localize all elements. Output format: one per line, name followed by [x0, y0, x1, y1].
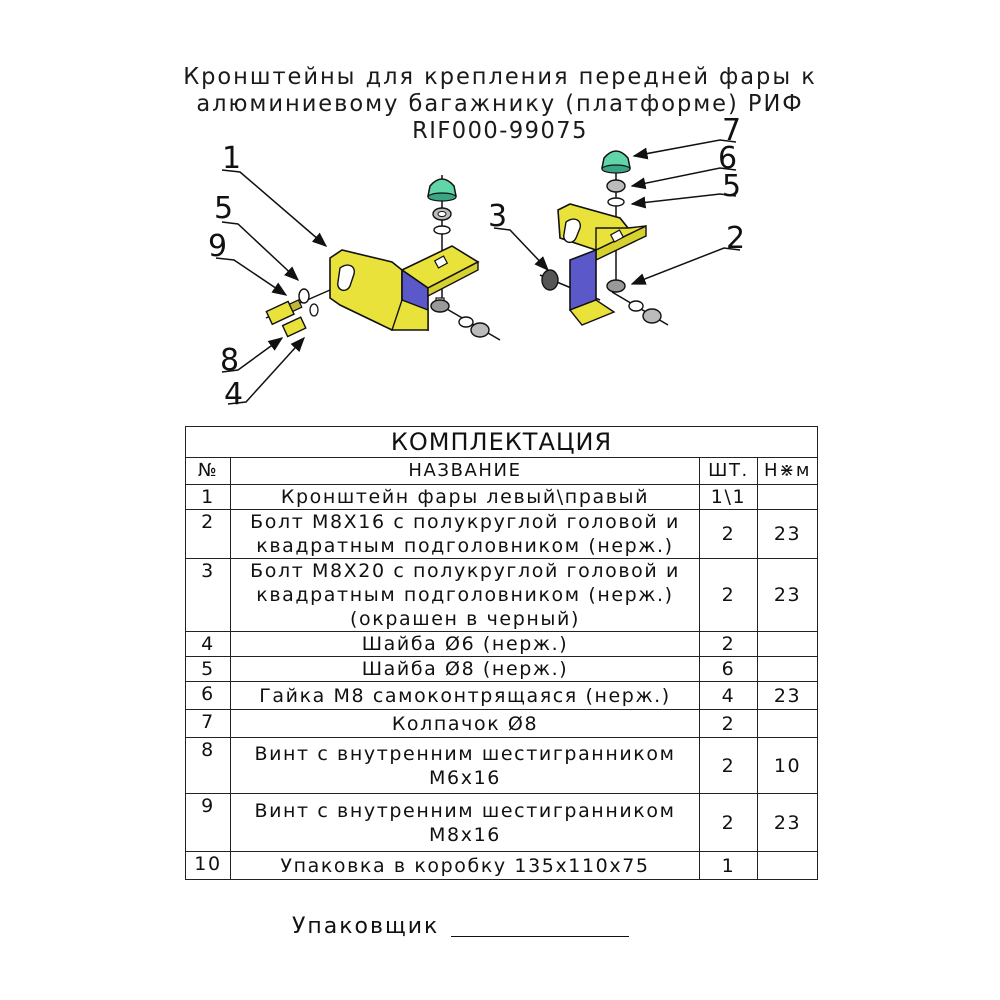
- row-num: 7: [186, 710, 231, 738]
- leader-lines: [216, 140, 740, 404]
- callout-5-left: 5: [214, 191, 234, 226]
- row-name-line: Болт М8Х20 с полукруглой головой и: [250, 560, 680, 582]
- row-qty: 2: [700, 710, 758, 738]
- row-name: [231, 510, 700, 559]
- row-num: 4: [186, 632, 231, 657]
- table-row: [186, 510, 818, 559]
- row-num: 1: [186, 485, 231, 510]
- row-qty: 6: [700, 657, 758, 682]
- exploded-assembly-drawing: [0, 0, 1000, 420]
- row-name-line: Винт с внутренним шестигранником: [254, 742, 676, 765]
- row-torque: [758, 852, 818, 880]
- row-torque: [758, 657, 818, 682]
- callout-9: 9: [208, 229, 228, 264]
- row-torque: 10: [758, 738, 818, 794]
- row-torque: [758, 710, 818, 738]
- right-bracket-assembly: [540, 151, 668, 325]
- row-torque: [758, 632, 818, 657]
- row-name: [231, 632, 700, 657]
- table-row: [186, 710, 818, 738]
- callout-1: 1: [222, 141, 242, 176]
- row-name-line: Болт М8Х16 с полукруглой головой и: [250, 511, 680, 533]
- row-name-line: квадратным подголовником (нерж.): [256, 535, 674, 557]
- row-name: [231, 852, 700, 880]
- row-qty: 4: [700, 682, 758, 710]
- row-num: 10: [186, 852, 231, 880]
- row-qty: 2: [700, 510, 758, 559]
- table-row: [186, 852, 818, 880]
- table-row: [186, 738, 818, 794]
- callout-4: 4: [224, 377, 244, 412]
- table-row: [186, 632, 818, 657]
- row-name: [231, 710, 700, 738]
- row-name: [231, 738, 700, 794]
- row-torque: [758, 485, 818, 510]
- header-qty: ШТ.: [700, 458, 758, 485]
- callout-5-right: 5: [722, 169, 742, 204]
- row-qty: 1\1: [700, 485, 758, 510]
- row-torque: 23: [758, 794, 818, 852]
- table-caption: КОМПЛЕКТАЦИЯ: [186, 427, 818, 458]
- header-name: НАЗВАНИЕ: [231, 458, 700, 485]
- table-row: [186, 485, 818, 510]
- row-name-line: Колпачок Ø8: [391, 712, 539, 735]
- row-name: [231, 682, 700, 710]
- row-name-line: М8х16: [429, 823, 501, 846]
- row-name: [231, 657, 700, 682]
- row-name-line: М6х16: [429, 766, 501, 789]
- row-name-line: Упаковка в коробку 135х110х75: [280, 854, 650, 877]
- row-name-line: Шайба Ø8 (нерж.): [361, 658, 569, 680]
- header-torque: Н⋇м: [758, 458, 818, 485]
- row-num: 5: [186, 657, 231, 682]
- row-name: [231, 794, 700, 852]
- row-name-line: Шайба Ø6 (нерж.): [361, 633, 569, 655]
- row-num: 8: [186, 738, 231, 794]
- callout-8: 8: [220, 343, 240, 378]
- part-number: RIF000-99075: [412, 118, 588, 144]
- title-line-2: алюминиевому багажнику (платформе) РИФ: [196, 91, 804, 117]
- row-num: 2: [186, 510, 231, 559]
- row-num: 9: [186, 794, 231, 852]
- table-row: [186, 682, 818, 710]
- callout-2: 2: [726, 221, 746, 256]
- row-name-line: Кронштейн фары левый\правый: [280, 486, 650, 508]
- callout-3: 3: [488, 199, 508, 234]
- row-qty: 1: [700, 852, 758, 880]
- left-bracket-assembly: [266, 175, 500, 340]
- row-name: [231, 485, 700, 510]
- row-name-line: (окрашен в черный): [350, 608, 580, 630]
- row-qty: 2: [700, 632, 758, 657]
- row-name-line: Гайка М8 самоконтрящаяся (нерж.): [259, 684, 671, 707]
- packer-signature: [292, 914, 629, 939]
- row-torque: 23: [758, 559, 818, 632]
- row-qty: 2: [700, 794, 758, 852]
- title-line-1: Кронштейны для крепления передней фары к: [183, 64, 817, 90]
- kit-contents-table: [185, 426, 818, 880]
- row-torque: 23: [758, 682, 818, 710]
- row-torque: 23: [758, 510, 818, 559]
- row-num: 6: [186, 682, 231, 710]
- header-num: №: [186, 458, 231, 485]
- row-num: 3: [186, 559, 231, 632]
- row-qty: 2: [700, 738, 758, 794]
- row-name: [231, 559, 700, 632]
- row-name-line: квадратным подголовником (нерж.): [256, 584, 674, 606]
- callout-7: 7: [722, 113, 742, 148]
- row-qty: 2: [700, 559, 758, 632]
- callout-6: 6: [718, 141, 738, 176]
- table-row: [186, 559, 818, 632]
- table-row: [186, 657, 818, 682]
- row-name-line: Винт с внутренним шестигранником: [254, 799, 676, 822]
- packer-label: Упаковщик: [292, 914, 440, 939]
- signature-line: [451, 936, 629, 937]
- table-row: [186, 794, 818, 852]
